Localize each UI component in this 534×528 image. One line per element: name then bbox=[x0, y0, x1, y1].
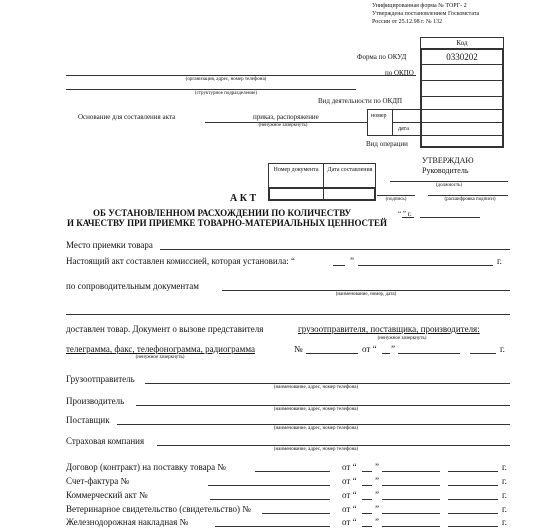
form-note-line-2: Утверждена постановлением Госкомстата bbox=[372, 11, 480, 17]
code-header: Код bbox=[420, 37, 504, 49]
document-month-line bbox=[382, 526, 440, 527]
document-day-line bbox=[362, 471, 372, 472]
accompanying-line bbox=[222, 290, 510, 291]
doc-values bbox=[268, 187, 376, 201]
approve-date: “ ” г. bbox=[398, 210, 412, 218]
code-table bbox=[420, 48, 504, 148]
document-year-suffix: г. bbox=[502, 476, 507, 486]
date-label: дата bbox=[398, 126, 409, 132]
approve-head: Руководитель bbox=[422, 166, 469, 175]
doc-date-header: Дата составления bbox=[327, 167, 373, 173]
document-day-line bbox=[362, 499, 372, 500]
document-number-line bbox=[215, 526, 330, 527]
division-line bbox=[66, 89, 356, 90]
number-label: номер bbox=[371, 113, 387, 119]
basis-caption: (ненужное зачеркнуть) bbox=[258, 123, 308, 128]
document-day-line bbox=[362, 513, 372, 514]
document-label: Коммерческий акт № bbox=[66, 490, 148, 500]
accompanying-line-2 bbox=[66, 314, 510, 315]
signature-caption: (подпись) bbox=[385, 197, 407, 202]
form-note-line-1: Унифицированная форма № ТОРГ- 2 bbox=[372, 3, 467, 9]
act-title: А К Т bbox=[230, 193, 257, 204]
accompanying-label: по сопроводительным документам bbox=[66, 281, 199, 291]
document-day-line bbox=[362, 485, 372, 486]
document-year-line bbox=[448, 526, 498, 527]
document-from: от “ bbox=[342, 504, 357, 514]
document-month-line bbox=[382, 485, 440, 486]
document-number-line bbox=[262, 513, 330, 514]
document-year-line bbox=[448, 471, 498, 472]
document-from: от “ bbox=[342, 476, 357, 486]
document-number-line bbox=[210, 499, 330, 500]
supplier-label: Поставщик bbox=[66, 415, 110, 425]
place-label: Место приемки товара bbox=[66, 240, 153, 250]
commission-text: Настоящий акт составлен комиссией, которая установила: “ bbox=[66, 256, 295, 266]
division-caption: (структурное подразделение) bbox=[194, 91, 258, 96]
document-quote: ” bbox=[375, 504, 379, 514]
approve-title: УТВЕРЖДАЮ bbox=[422, 156, 474, 165]
producer-label: Производитель bbox=[66, 396, 125, 406]
document-number-line bbox=[255, 471, 330, 472]
document-month-line bbox=[382, 513, 440, 514]
document-year-suffix: г. bbox=[502, 490, 507, 500]
okdp-label: Вид деятельности по ОКДП bbox=[318, 97, 403, 105]
document-label: Счет-фактура № bbox=[66, 476, 130, 486]
okud-value: 0330202 bbox=[446, 52, 478, 62]
document-quote: ” bbox=[375, 462, 379, 472]
position-caption: (должность) bbox=[435, 183, 463, 188]
document-year-suffix: г. bbox=[502, 462, 507, 472]
document-quote: ” bbox=[375, 517, 379, 527]
document-month-line bbox=[382, 499, 440, 500]
operation-label: Вид операции bbox=[366, 140, 408, 148]
document-from: от “ bbox=[342, 517, 357, 527]
document-day-line bbox=[362, 526, 372, 527]
document-number-line bbox=[208, 485, 330, 486]
document-quote: ” bbox=[375, 490, 379, 500]
okpo-label: по ОКПО bbox=[385, 69, 414, 77]
document-from: от “ bbox=[342, 490, 357, 500]
insurer-label: Страховая компания bbox=[66, 436, 145, 446]
decode-caption: (расшифровка подписи) bbox=[444, 197, 496, 202]
delivered-options: грузоотправителя, поставщика, производителя: bbox=[298, 324, 480, 334]
act-title-line-2: И КАЧЕСТВУ ПРИ ПРИЕМКЕ ТОВАРНО-МАТЕРИАЛЬНЫХ ЦЕННОСТЕЙ bbox=[67, 218, 388, 228]
message-types: телеграмма, факс, телефонограмма, радиограмма bbox=[66, 344, 255, 354]
document-quote: ” bbox=[375, 476, 379, 486]
basis-value: приказ, распоряжение bbox=[253, 113, 319, 121]
document-label: Железнодорожная накладная № bbox=[66, 517, 189, 527]
document-label: Договор (контракт) на поставку товара № bbox=[66, 462, 226, 472]
place-line bbox=[160, 249, 510, 250]
act-title-line-1: ОБ УСТАНОВЛЕННОМ РАСХОЖДЕНИИ ПО КОЛИЧЕСТВУ bbox=[93, 208, 352, 218]
document-year-suffix: г. bbox=[502, 517, 507, 527]
basis-label: Основание для составления акта bbox=[78, 113, 176, 121]
document-label: Ветеринарное свидетельство (свидетельство) № bbox=[66, 504, 251, 514]
document-from: от “ bbox=[342, 462, 357, 472]
document-year-line bbox=[448, 499, 498, 500]
doc-number-header: Номер документа bbox=[273, 167, 319, 173]
form-note-line-3: России от 25.12.98 г. № 132 bbox=[372, 19, 443, 25]
document-year-line bbox=[448, 485, 498, 486]
organization-caption: (организация, адрес, номер телефона) bbox=[185, 77, 267, 82]
delivered-text: доставлен товар. Документ о вызове представителя bbox=[66, 324, 264, 334]
organization-line bbox=[66, 75, 416, 76]
shipper-label: Грузоотправитель bbox=[66, 374, 135, 384]
document-year-suffix: г. bbox=[502, 504, 507, 514]
document-month-line bbox=[382, 471, 440, 472]
okud-label: Форма по ОКУД bbox=[357, 53, 407, 61]
document-year-line bbox=[448, 513, 498, 514]
